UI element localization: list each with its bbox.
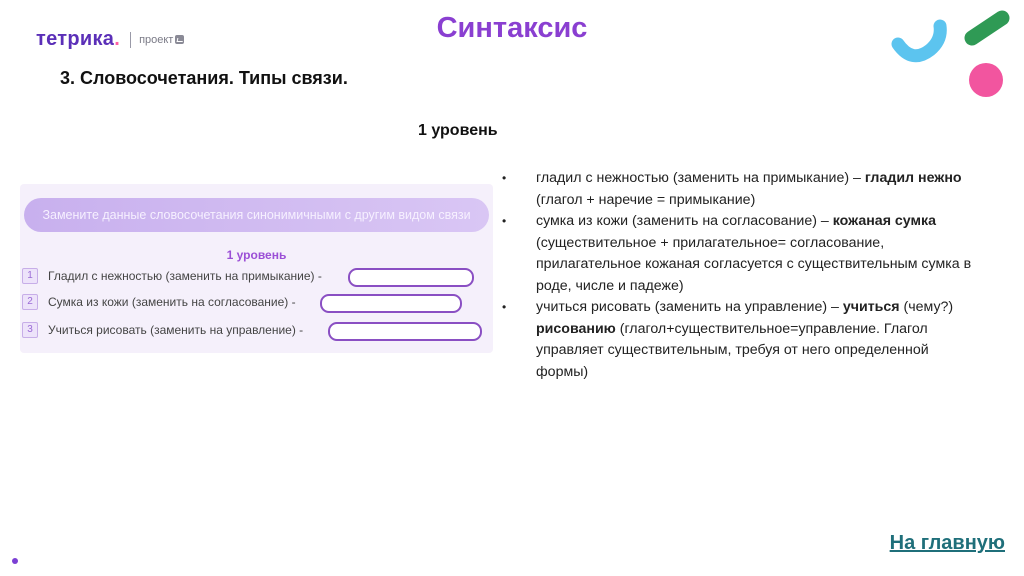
answer-bold: гладил нежно — [864, 170, 962, 186]
answer-text: (существительное + прилагательное= согласование, прилагательное кожаная согласуется с существительным сумка в роде, числе и падеже) — [536, 234, 972, 294]
decorative-shapes — [888, 8, 1018, 104]
slide-dot — [12, 558, 18, 564]
task-banner: Замените данные словосочетания синонимичными с другим видом связи — [24, 198, 489, 232]
answer-text: (глагол + наречие = примыкание) — [536, 191, 756, 208]
task-number: 1 — [22, 268, 38, 284]
answer-text: (чему?) — [899, 299, 954, 315]
page-title: Синтаксис — [436, 12, 588, 44]
home-link[interactable]: На главную — [889, 532, 1005, 554]
pink-circle-shape — [969, 63, 1003, 97]
answer-field[interactable] — [348, 268, 474, 287]
logo-project-text: проект — [139, 33, 174, 46]
answer-field[interactable] — [320, 294, 462, 313]
answer-item — [500, 168, 980, 211]
answer-text: гладил с нежностью (заменить на примыкание) – — [536, 170, 865, 186]
level-heading: 1 уровень — [418, 122, 498, 139]
logo-word-text: тетрика — [36, 28, 115, 50]
task-level: 1 уровень — [226, 248, 287, 262]
answer-list — [500, 168, 980, 383]
section-heading: 3. Словосочетания. Типы связи. — [60, 68, 348, 88]
answer-bold: учиться — [842, 299, 900, 315]
task-item — [22, 320, 303, 340]
green-pill-shape — [972, 18, 1002, 38]
task-item — [22, 266, 322, 286]
task-text: Учиться рисовать (заменить на управление) - — [48, 323, 304, 337]
answer-bold: рисованию — [536, 320, 616, 337]
blue-swoosh-shape — [898, 26, 940, 56]
task-text: Гладил с нежностью (заменить на примыкание) - — [48, 269, 322, 283]
answer-text: учиться рисовать (заменить на управление) – — [536, 299, 843, 315]
answer-text: сумка из кожи (заменить на согласование) – — [536, 213, 833, 229]
answer-text: (глагол+существительное=управление. Глагол управляет существительным, требуя от него определенной формы) — [536, 320, 929, 380]
task-text: Сумка из кожи (заменить на согласование) - — [48, 295, 296, 309]
answer-field[interactable] — [328, 322, 482, 341]
answer-item — [500, 211, 980, 297]
task-number: 3 — [22, 322, 38, 338]
answer-bold: кожаная сумка — [832, 213, 936, 229]
logo-dot: . — [114, 28, 121, 50]
task-card — [20, 184, 493, 353]
task-item — [22, 292, 296, 312]
answer-item — [500, 297, 980, 383]
task-number: 2 — [22, 294, 38, 310]
